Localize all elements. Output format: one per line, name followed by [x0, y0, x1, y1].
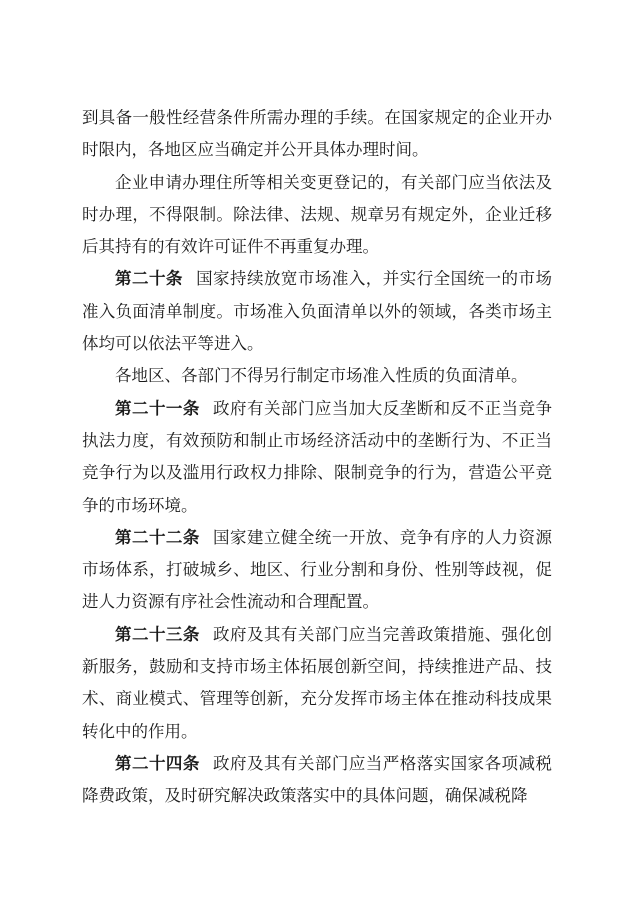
article-21-title: 第二十一条 [115, 398, 200, 418]
paragraph-change-registration: 企业申请办理住所等相关变更登记的，有关部门应当依法及时办理，不得限制。除法律、法规、规章另有规定外，企业迁移后其持有的有效许可证件不再重复办理。 [82, 172, 552, 257]
article-20 [82, 263, 552, 360]
article-20-text: 国家持续放宽市场准入，并实行全国统一的市场准入负面清单制度。市场准入负面清单以外的领域，各类市场主体均可以依法平等进入。 [82, 269, 553, 354]
paragraph-negative-list: 各地区、各部门不得另行制定市场准入性质的负面清单。 [115, 366, 528, 386]
article-23 [82, 619, 552, 748]
document-body [82, 102, 552, 813]
article-22 [82, 522, 552, 619]
article-22-title: 第二十二条 [115, 527, 200, 547]
article-20-title: 第二十条 [115, 269, 183, 289]
article-22-text: 国家建立健全统一开放、竞争有序的人力资源市场体系，打破城乡、地区、行业分割和身份、性别等歧视，促进人力资源有序社会性流动和合理配置。 [82, 527, 553, 612]
paragraph-continuation: 到具备一般性经营条件所需办理的手续。在国家规定的企业开办时限内，各地区应当确定并公开具体办理时间。 [82, 108, 552, 160]
article-24-title: 第二十四条 [115, 753, 200, 773]
article-24 [82, 748, 552, 813]
article-23-text: 政府及其有关部门应当完善政策措施、强化创新服务，鼓励和支持市场主体拓展创新空间，持续推进产品、技术、商业模式、管理等创新，充分发挥市场主体在推动科技成果转化中的作用。 [82, 624, 553, 741]
article-23-title: 第二十三条 [115, 624, 200, 644]
article-24-text: 政府及其有关部门应当严格落实国家各项减税降费政策，及时研究解决政策落实中的具体问题，确保减税降 [82, 753, 553, 806]
article-21 [82, 393, 552, 522]
article-21-text: 政府有关部门应当加大反垄断和反不正当竞争执法力度，有效预防和制止市场经济活动中的垄断行为、不正当竞争行为以及滥用行政权力排除、限制竞争的行为，营造公平竞争的市场环境。 [82, 398, 553, 515]
